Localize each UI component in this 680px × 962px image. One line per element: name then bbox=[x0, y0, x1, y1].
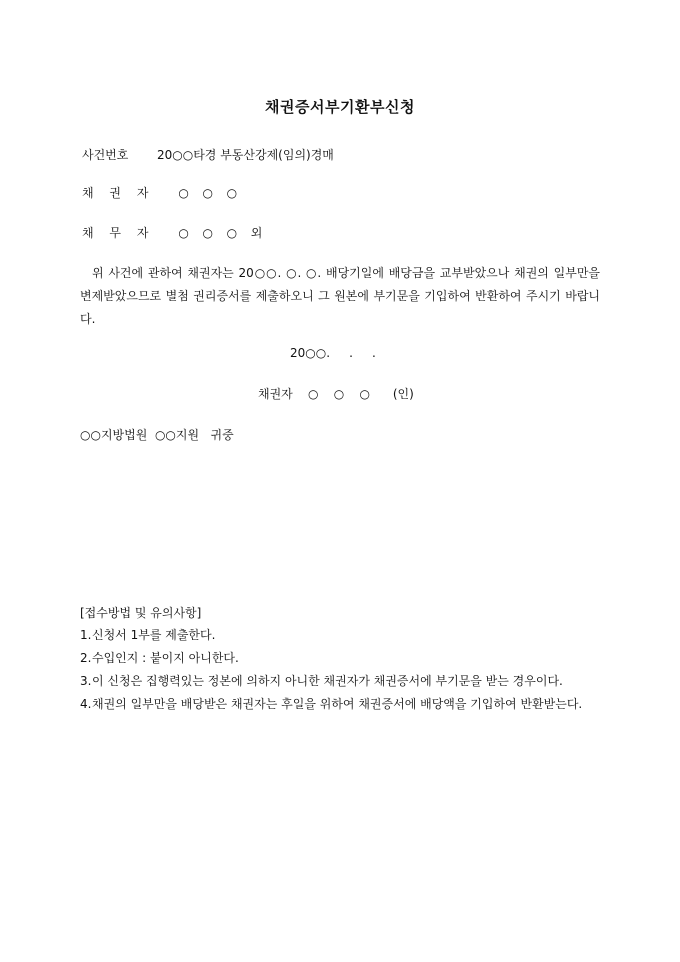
notes-item bbox=[80, 649, 600, 668]
notes-item-text: 채권의 일부만을 배당받은 채권자는 후일을 위하여 채권증서에 배당액을 기입하여 반환받는다. bbox=[92, 697, 583, 711]
notes-item-number: 1. bbox=[80, 628, 92, 642]
notes-heading: [접수방법 및 유의사항] bbox=[80, 606, 202, 620]
court-addressee: ○○지방법원 ○○지원 귀중 bbox=[80, 428, 234, 442]
document-title: 채권증서부기환부신청 bbox=[265, 98, 415, 116]
notes-item-text: 이 신청은 집행력있는 정본에 의하지 아니한 채권자가 채권증서에 부기문을 받는 경우이다. bbox=[92, 674, 563, 688]
notes-list bbox=[80, 626, 600, 718]
debtor-label: 채 무 자 bbox=[82, 226, 155, 240]
notes-item-number: 4. bbox=[80, 697, 92, 711]
request-body-paragraph: 위 사건에 관하여 채권자는 20○○. ○. ○. 배당기일에 배당금을 교부받았으나 채권의 일부만을 변제받았으므로 별첨 권리증서를 제출하오니 그 원본에 부기문을 기입하여 반환하여 주시기 바랍니다. bbox=[80, 266, 600, 326]
notes-item-number: 3. bbox=[80, 674, 92, 688]
notes-item bbox=[80, 695, 600, 714]
case-number-label: 사건번호 bbox=[82, 148, 129, 162]
notes-item-text: 신청서 1부를 제출한다. bbox=[92, 628, 216, 642]
filing-date: 20○○. . . bbox=[290, 346, 376, 360]
creditor-signature-line: 채권자 ○ ○ ○ (인) bbox=[258, 387, 414, 401]
debtor-row bbox=[82, 224, 264, 241]
notes-item-number: 2. bbox=[80, 651, 92, 665]
notes-item-text: 수입인지 : 붙이지 아니한다. bbox=[92, 651, 239, 665]
creditor-name: ○ ○ ○ bbox=[178, 186, 240, 200]
case-number-value: 20○○타경 부동산강제(임의)경매 bbox=[157, 148, 334, 162]
debtor-name: ○ ○ ○ 외 bbox=[178, 226, 265, 240]
notes-item bbox=[80, 672, 600, 691]
notes-item bbox=[80, 626, 600, 645]
creditor-label: 채 권 자 bbox=[82, 186, 155, 200]
creditor-row bbox=[82, 184, 239, 201]
